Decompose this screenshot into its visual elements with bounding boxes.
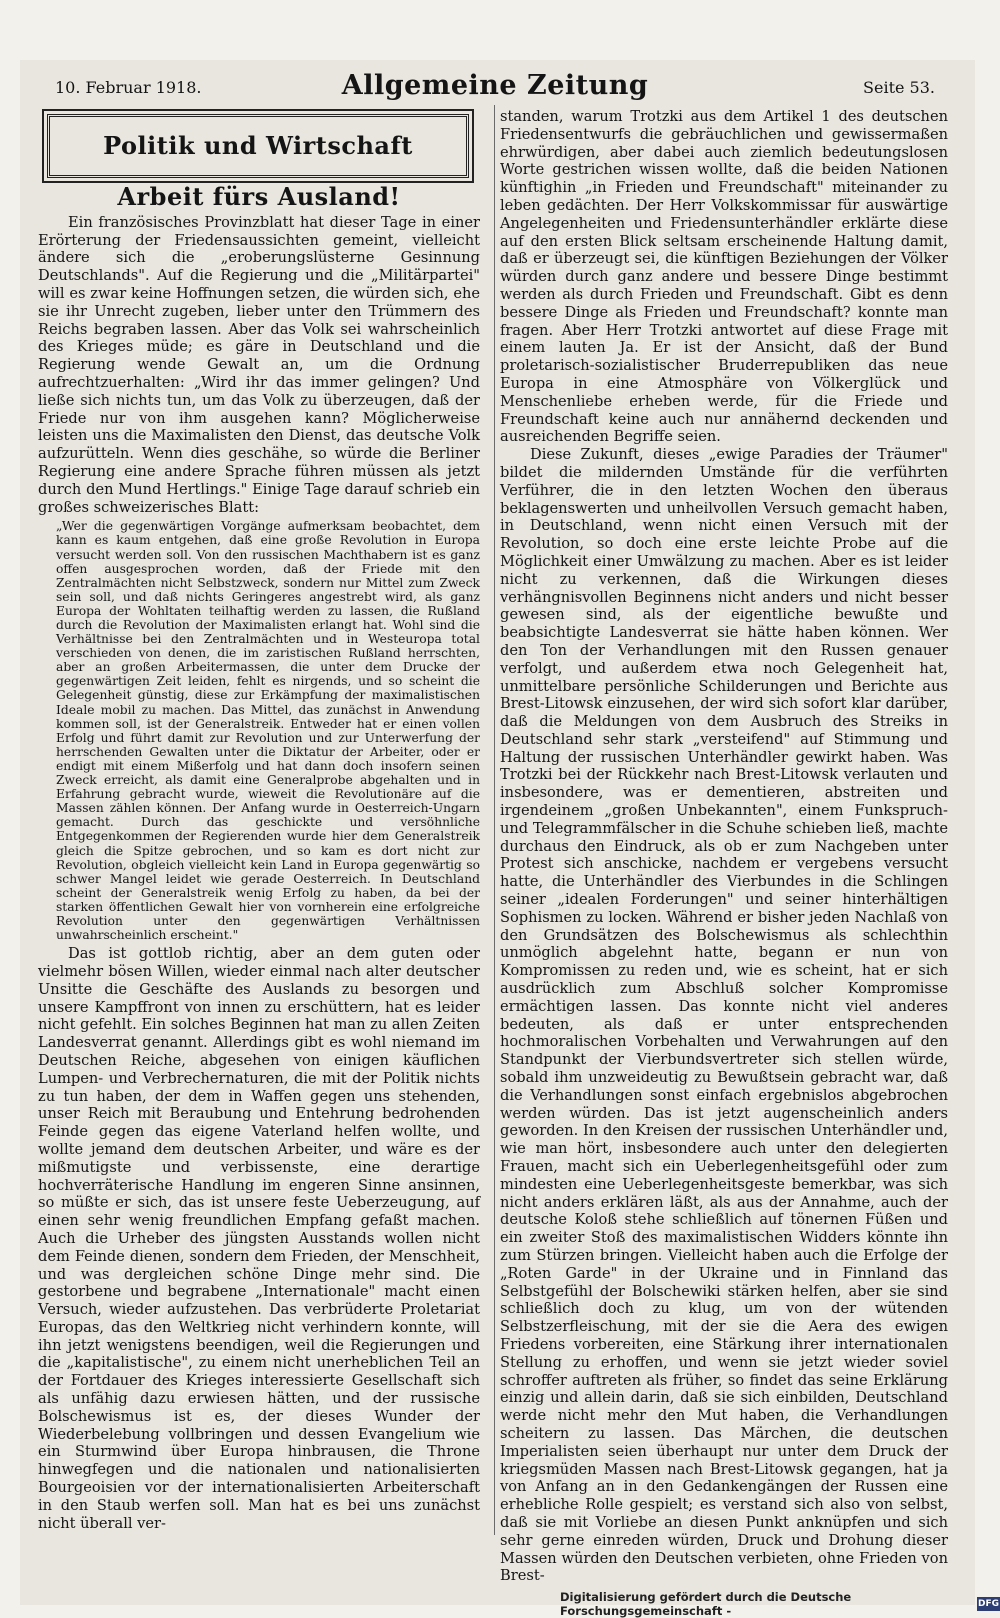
page-number: Seite 53.: [863, 78, 935, 97]
article-paragraph: standen, warum Trotzki aus dem Artikel 1 des deutschen Friedensentwurfs die gebräuchlichen und gewissermaßen ehrwürdigen, aber dabei auch ziemlich bedeutungslosen Worte gestrichen wissen wollte, daß die beiden Nationen künftighin „in Frieden und Freundschaft" miteinander zu leben gedächten. Der Herr Volkskommissar für auswärtige Angelegenheiten und Friedensunterhändler erklärte diese auf den ersten Blick seltsam erscheinende Haltung damit, daß er überzeugt sei, die künftigen Beziehungen der Völker würden durch ganz andere und bessere Dinge bestimmt werden als durch Frieden und Freundschaft. Gibt es denn bessere Dinge als Frieden und Freundschaft? konnte man fragen. Aber Herr Trotzki antwortet auf diese Frage mit einem lauten Ja. Er ist der Ansicht, daß der Bund proletarisch-sozialistischer Bruderrepubliken das neue Europa in eine Atmosphäre von Völkerglück und Menschenliebe erheben werde, für die Friede und Freundschaft keine auch nur annähernd deckenden und ausreichenden Begriffe seien.: [500, 108, 948, 446]
credit-text: Digitalisierung gefördert durch die Deutsche Forschungsgemeinschaft -: [560, 1590, 852, 1618]
block-quote: „Wer die gegenwärtigen Vorgänge aufmerksam beobachtet, dem kann es kaum entgehen, daß eine große Revolution in Europa versucht werden soll. Von den russischen Machthabern ist es ganz offen ausgesprochen worden, daß der Friede mit den Zentralmächten nicht Selbstzweck, sondern nur Mittel zum Zweck sein soll, und daß nichts Geringeres angestrebt wird, als ganz Europa der Wohltaten teilhaftig werden zu lassen, die Rußland durch die Revolution der Maximalisten erlangt hat. Wohl sind die Verhältnisse bei den Zentralmächten und in Westeuropa total verschieden von denen, die im zaristischen Rußland herrschten, aber an großen Arbeitermassen, die unter dem Drucke der gegenwärtigen Zeit leiden, fehlt es nirgends, und so scheint die Gelegenheit günstig, diese zur Erkämpfung der maximalistischen Ideale mobil zu machen. Das Mittel, das zunächst in Anwendung kommen soll, ist der Generalstreik. Entweder hat er einen vollen Erfolg und führt damit zur Revolution und zur Unterwerfung der herrschenden Gewalten unter die Diktatur der Arbeiter, oder er endigt mit einem Mißerfolg und hat dann doch insofern seinen Zweck erreicht, als damit eine Generalprobe abgehalten und in Erfahrung gebracht wurde, wieweit die Revolutionäre auf die Massen zählen können. Der Anfang wurde in Oesterreich-Ungarn gemacht. Durch das geschickte und versöhnliche Entgegenkommen der Regierenden wurde hier dem Generalstreik gleich die Spitze gebrochen, und so kam es dort nicht zur Revolution, obgleich vielleicht kein Land in Europa gegenwärtig so schwer Mangel leidet wie gerade Oesterreich. In Deutschland scheint der Generalstreik wenig Erfolg zu haben, da bei der starken öffentlichen Gewalt hier von vornherein eine erfolgreiche Revolution unter den gegenwärtigen Verhältnissen unwahrscheinlich erscheint.": [56, 519, 480, 943]
article-paragraph: Ein französisches Provinzblatt hat dieser Tage in einer Erörterung der Friedensaussichten gemeint, vielleicht ändere sich die „eroberungslüsterne Gesinnung Deutschlands". Auf die Regierung und die „Militärpartei" will es zwar keine Hoffnungen setzen, die würden sich, ehe sie ihr Unrecht zugeben, lieber unter den Trümmern des Reichs begraben lassen. Aber das Volk sei wahrscheinlich des Krieges müde; es gäre in Deutschland und die Regierung wende Gewalt an, um die Ordnung aufrechtzuerhalten: „Wird ihr das immer gelingen? Und ließe sich nichts tun, um das Volk zu überzeugen, daß der Friede nur von ihm ausgehen kann? Möglicherweise leisten uns die Maximalisten den Dienst, das deutsche Volk aufzurütteln. Wenn dies geschähe, so würde die Berliner Regierung eine andere Sprache führen müssen als jetzt durch den Mund Hertlings." Einige Tage darauf schrieb ein großes schweizerisches Blatt:: [38, 213, 480, 516]
left-column: [38, 108, 480, 1532]
newspaper-title: Allgemeine Zeitung: [341, 70, 649, 101]
article-paragraph: Das ist gottlob richtig, aber an dem guten oder vielmehr bösen Willen, wieder einmal nach alter deutscher Unsitte die Geschäfte des Auslands zu besorgen und unsere Kampffront von innen zu erschüttern, hat es leider nicht gefehlt. Ein solches Beginnen hat man zu allen Zeiten Landesverrat genannt. Allerdings gibt es wohl niemand im Deutschen Reiche, abgesehen von einigen käuflichen Lumpen- und Verbrechernaturen, die mit der Politik nichts zu tun haben, der dem in Waffen gegen uns stehenden, unser Reich mit Beraubung und Entehrung bedrohenden Feinde gegen das eigene Vaterland helfen wollte, und wollte jemand dem deutschen Arbeiter, und wäre es der mißmutigste und verbissenste, eine derartige hochverräterische Handlung im engeren Sinne ansinnen, so müßte er sich, das ist unsere feste Ueberzeugung, auf einen sehr wenig freundlichen Empfang gefaßt machen. Auch die Urheber des jüngsten Ausstands wollen nicht dem Feinde dienen, sondern dem Frieden, der Menschheit, und was dergleichen schöne Dinge mehr sind. Die gestorbene und begrabene „Internationale" macht einen Versuch, wieder aufzustehen. Das verbrüderte Proletariat Europas, das den Weltkrieg nicht verhindern konnte, will ihn jetzt wenigstens beendigen, weil die Regierungen und die „kapitalistische", zu einem nicht unerheblichen Teil an der Fortdauer des Krieges interessierte Gesellschaft sich als unfähig dazu erwiesen hätten, und der russische Bolschewismus ist es, der dieses Wunder der Wiederbelebung vollbringen und dessen Evangelium wie ein Sturmwind über Europa hinbrausen, die Throne hinwegfegen und die nationalen und nationalisierten Bourgeoisien vor der internationalisierten Arbeiterschaft in den Staub werfen soll. Man hat es bei uns zunächst nicht überall ver-: [38, 945, 480, 1532]
right-column: [500, 108, 948, 1585]
column-divider: [494, 105, 495, 1535]
section-title: Politik und Wirtschaft: [103, 131, 413, 161]
page-header: [55, 70, 935, 106]
article-paragraph: Diese Zukunft, dieses „ewige Paradies der Träumer" bildet die mildernden Umstände für die verführten Verführer, die in den letzten Wochen den überaus beklagenswerten und unheilvollen Versuch gemacht haben, in Deutschland, wenn nicht einen Versuch mit der Revolution, so doch eine erste leichte Probe auf die Möglichkeit einer Umwälzung zu machen. Aber es ist leider nicht zu verkennen, daß die Wirkungen dieses verhängnisvollen Beginnens nicht anders und nicht besser gewesen sind, als der eigentliche bewußte und beabsichtigte Landesverrat sie hätte haben können. Wer den Ton der Verhandlungen mit den Russen genauer verfolgt, und außerdem etwa noch Gelegenheit hat, unmittelbare persönliche Schilderungen und Berichte aus Brest-Litowsk einzusehen, der wird sich sofort klar darüber, daß die Meldungen von dem Ausbruch des Streiks in Deutschland sehr stark „versteifend" auf Stimmung und Haltung der russischen Unterhändler gewirkt haben. Was Trotzki bei der Rückkehr nach Brest-Litowsk verlauten und insbesondere, was er dementieren, abstreiten und irgendeinem „großen Unbekannten", einem Funkspruch- und Telegrammfälscher in die Schuhe schieben ließ, machte durchaus den Eindruck, als ob er zum Nachgeben unter Protest sich anschicke, nachdem er vergebens versucht hatte, die Unterhändler des Vierbundes in die Schlingen seiner „idealen Forderungen" und seiner hinterhältigen Sophismen zu locken. Während er bisher jeden Nachlaß von den Grundsätzen des Bolschewismus als schlechthin unmöglich abgelehnt hatte, begann er nun von Kompromissen zu reden und, wie es scheint, hat er sich ausdrücklich zum Abschluß solcher Kompromisse ermächtigen lassen. Das konnte nicht viel anderes bedeuten, als daß er unter entsprechenden hochmoralischen Vorbehalten und Verwahrungen auf den Standpunkt der Vierbundsvertreter sich stellen würde, sobald ihm unzweideutig zu Bewußtsein gebracht war, daß die Verhandlungen sonst einfach ergebnislos abgebrochen werden würden. Das ist jetzt augenscheinlich anders geworden. In den Kreisen der russischen Unterhändler und, wie man hört, insbesondere auch unter den delegierten Frauen, macht sich ein Ueberlegenheitsgefühl oder zum mindesten eine Ueberlegenheitsgeste bemerkbar, was sich nicht anders erklären läßt, als aus der Annahme, auch der deutsche Koloß stehe schließlich auf tönernen Füßen und ein zweiter Stoß des maximalistischen Widders könnte ihn zum Stürzen bringen. Vielleicht haben auch die Erfolge der „Roten Garde" in der Ukraine und in Finnland das Selbstgefühl der Bolschewiki stärken helfen, aber sie sind schließlich doch zu klug, um von der wütenden Selbstzerfleischung, mit der sie die Aera des ewigen Friedens vorbereiten, eine Stärkung ihrer internationalen Stellung zu erhoffen, und wenn sie jetzt wieder soviel schroffer auftreten als früher, so findet das seine Erklärung einzig und allein darin, daß sie sich einbilden, Deutschland werde nicht mehr den Mut haben, die Verhandlungen scheitern zu lassen. Das Märchen, die deutschen Imperialisten seien überhaupt nur unter dem Druck der kriegsmüden Massen nach Brest-Litowsk gegangen, hat ja von Anfang an in den Gedankengängen der Russen eine erhebliche Rolle gespielt; es verstand sich also von selbst, daß sie mit Vorliebe an diesen Punkt anknüpfen und sich sehr gerne einreden würden, Druck und Drohung dieser Massen würden den Deutschen verbieten, ohne Frieden von Brest-: [500, 446, 948, 1585]
issue-date: 10. Februar 1918.: [55, 78, 202, 97]
section-heading-box: [47, 114, 469, 178]
dfg-logo: DFG: [977, 1599, 999, 1609]
digitization-credit: [560, 1590, 1000, 1618]
article-title: Arbeit fürs Ausland!: [117, 182, 401, 211]
